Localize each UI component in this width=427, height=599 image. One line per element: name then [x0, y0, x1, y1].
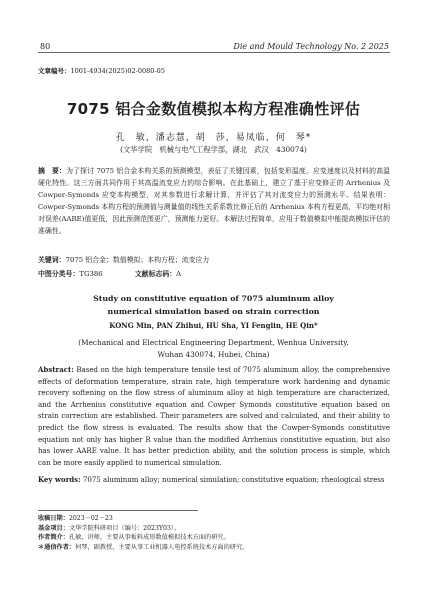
footnote-author-bio [38, 533, 390, 543]
keywords-english-label: Key words: [38, 475, 81, 484]
abstract-english [38, 364, 390, 469]
footnote-label: 收稿日期： [38, 515, 69, 522]
footnote-rule [38, 510, 198, 511]
title-english-line: numerical simulation based on strain correction [107, 307, 320, 316]
authors-chinese: 孔 敏，潘志慧，胡 莎，易凤临，何 琴* [115, 133, 312, 143]
footnote-text: 文华学院科研项目（编号：2023Y03）。 [68, 524, 181, 532]
doc-label: 文献标志码： [134, 270, 177, 278]
keywords-chinese [38, 254, 390, 264]
clc-number [38, 270, 103, 278]
footnote-corresponding [38, 543, 390, 553]
classification-row [38, 268, 390, 278]
article-number [38, 66, 165, 75]
clc-value: TG386 [79, 270, 103, 278]
authors-english: KONG Min, PAN Zhihui, HU Sha, YI Fenglin, HE Qin* [109, 321, 318, 330]
article-number-label: 文章编号： [38, 67, 71, 75]
title-chinese: 7075 铝合金数值模拟本构方程准确性评估 [66, 100, 361, 118]
affiliation-english [0, 337, 427, 361]
keywords-chinese-label: 关键词： [38, 256, 66, 264]
footnote-label: 作者简介： [38, 534, 69, 542]
abstract-english-text: Based on the high temperature tensile test of 7075 aluminum alloy, the comprehensive effects of deformation temperature, strain rate, high temperature work hardening and dynamic recovery softening on the flow stress of aluminum alloy at high temperature are characterized, and the Arrhenius constitutive equation and Cowper Symonds constitutive equation based on strain correction are established. Their parameters are solved and calculated, and their ability to predict the flow stress is evaluated. The results show that the Cowper-Symonds constitutive equation not only has higher R value than the modified Arrhenius constitutive equation, but also has lower AARE value. It has better prediction ability, and the solution process is simple, which can be more easily applied to numerical simulation. [38, 366, 390, 467]
keywords-chinese-text: 7075 铝合金；数值模拟；本构方程；流变应力 [65, 256, 210, 264]
title-english-line: Study on constitutive equation of 7075 aluminum alloy [93, 294, 334, 303]
doc-value: A [176, 270, 182, 278]
footnote-received [38, 514, 390, 524]
footnote-text: 孔敏，讲师，主要从事板料成形数值模拟技术方面的研究。 [68, 534, 230, 542]
footnote-label: 基金项目： [38, 524, 69, 532]
article-number-value: 1001-4934(2025)02-0080-05 [70, 67, 165, 75]
journal-name: Die and Mould Technology No. 2 2025 [233, 42, 389, 51]
document-code [135, 270, 181, 278]
page-number: 80 [40, 42, 51, 51]
affiliation-english-line: (Mechanical and Electrical Engineering Department, Wenhua University, [78, 338, 349, 347]
keywords-english [38, 474, 390, 487]
header-rule [38, 52, 390, 53]
abstract-chinese-text: 为了探讨 7075 铝合金本构关系的预测模型，表征了关键因素，包括变形温度、应变速度以及材料的高温硬化特性。这三方面共同作用于其高温流变应力的综合影响。在此基础上，建立了基于应变修正的 Arrhenius 及 Cowper-Symonds 应变本构模型，对其参数进行求解计算，并评估了其对流变应力的预测水平。结果表明：Cowper-Symonds 本构方程的预测值与测量值的线性关系系数比修正后的 Arrhenius 本构方程更高，平均绝对相对误差(AARE)值更低，因此预测范围更广，预测能力更好。本解法过程简单，应用于数值模拟中能提高模拟评估的准确性。 [38, 167, 391, 235]
footnote-text: 2023－02－23 [68, 515, 113, 522]
footnote-text: 何琴，副教授，主要从事工业机器人电控系统技术方面的研究。 [75, 543, 249, 551]
abstract-english-label: Abstract: [38, 365, 74, 374]
title-english [0, 292, 427, 318]
affiliation-chinese: (文华学院 机械与电气工程学部，湖北 武汉 430074) [120, 145, 307, 154]
clc-label: 中图分类号： [38, 270, 80, 278]
footnote-label: ＊通信作者： [38, 543, 76, 551]
footnotes [38, 514, 390, 552]
footnote-funding [38, 524, 390, 534]
affiliation-english-line: Wuhan 430074, Hubei, China) [157, 350, 270, 359]
abstract-chinese [38, 165, 390, 237]
abstract-chinese-label: 摘 要： [38, 167, 67, 175]
keywords-english-text: 7075 aluminum alloy; numerical simulation; constitutive equation; rheological stress [82, 476, 385, 484]
